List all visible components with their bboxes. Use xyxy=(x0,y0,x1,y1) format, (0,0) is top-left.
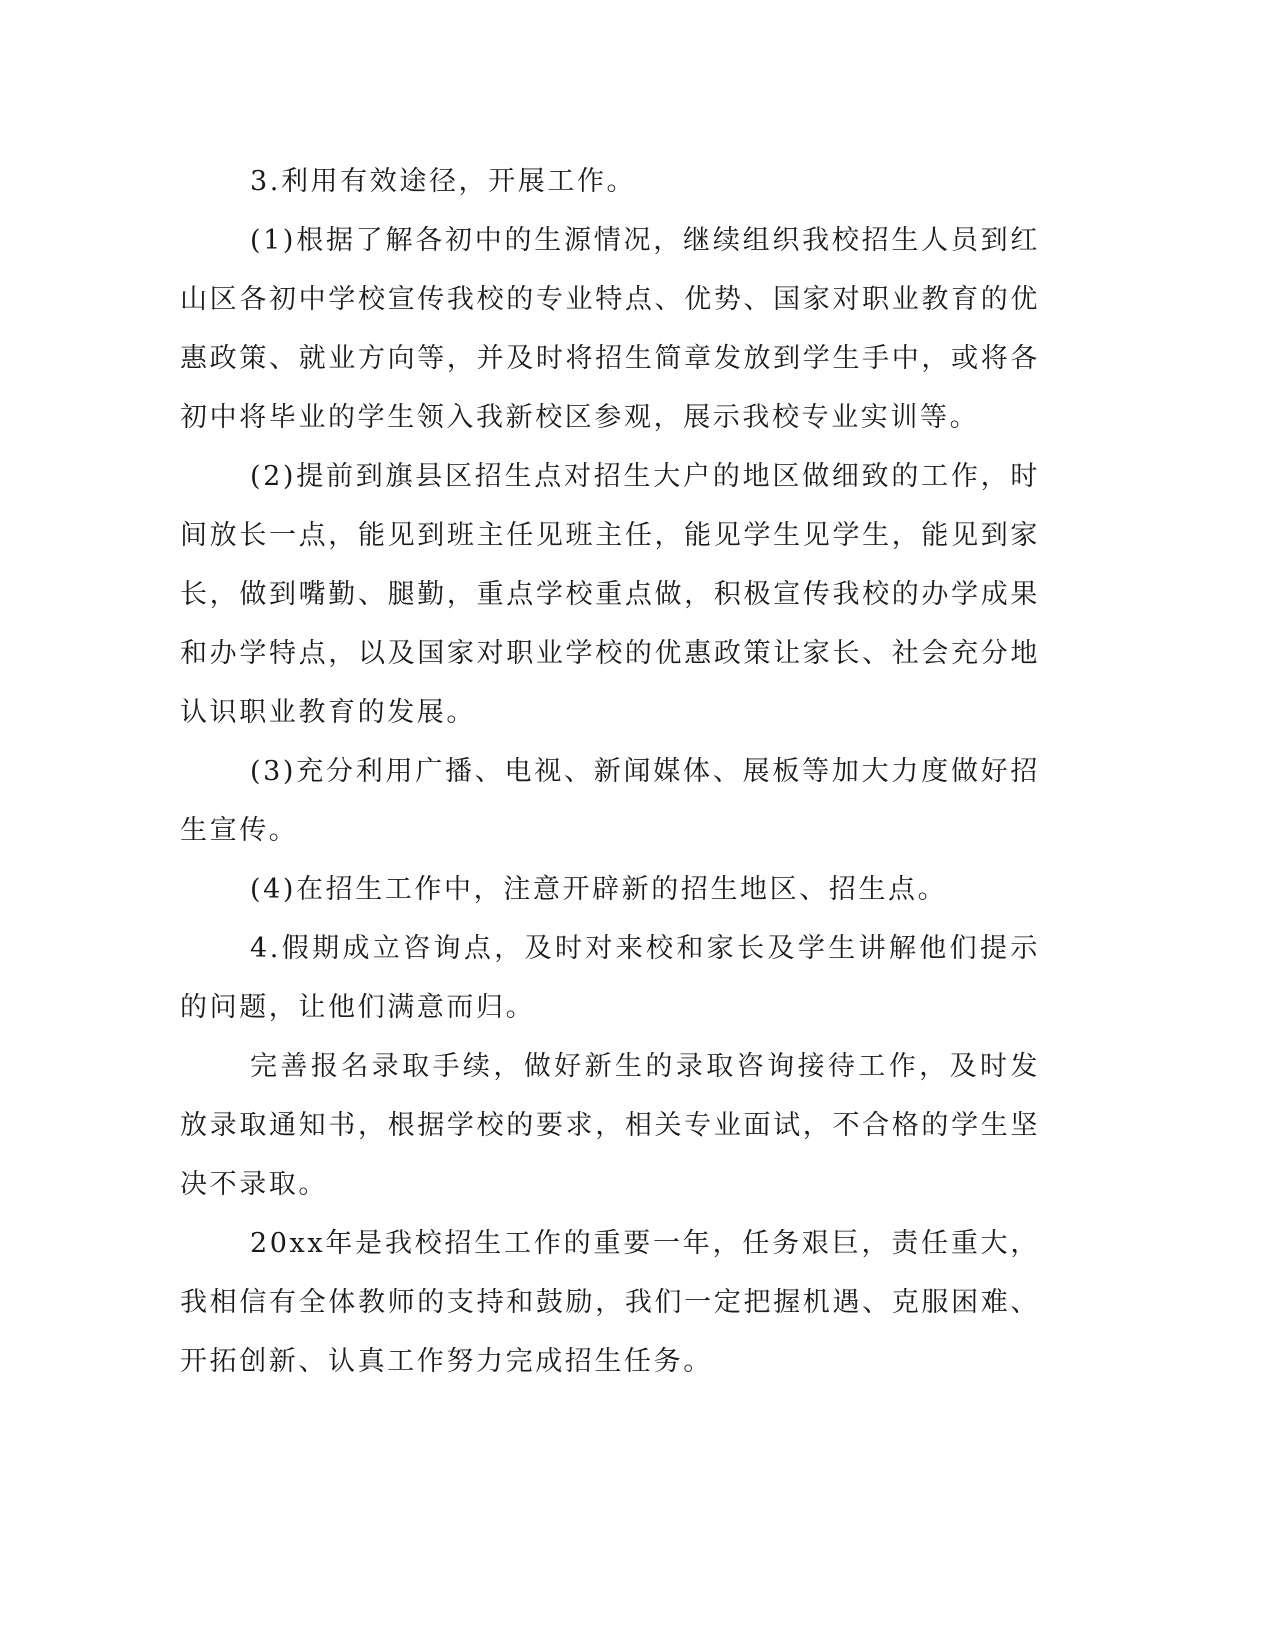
paragraph-enrollment: 完善报名录取手续，做好新生的录取咨询接待工作，及时发放录取通知书，根据学校的要求，相关专业面试，不合格的学生坚决不录取。 xyxy=(180,1051,1040,1200)
paragraph-heading-3: 3.利用有效途径，开展工作。 xyxy=(250,166,637,197)
paragraph-item-3: (3)充分利用广播、电视、新闻媒体、展板等加大力度做好招生宣传。 xyxy=(180,756,1040,846)
paragraph-item-4: (4)在招生工作中，注意开辟新的招生地区、招生点。 xyxy=(250,874,948,905)
paragraph-item-2: (2)提前到旗县区招生点对招生大户的地区做细致的工作，时间放长一点，能见到班主任见班主任，能见学生见学生，能见到家长，做到嘴勤、腿勤，重点学校重点做，积极宣传我校的办学成果和办学特点，以及国家对职业学校的优惠政策让家长、社会充分地认识职业教育的发展。 xyxy=(180,461,1040,728)
paragraph-item-1: (1)根据了解各初中的生源情况，继续组织我校招生人员到红山区各初中学校宣传我校的专业特点、优势、国家对职业教育的优惠政策、就业方向等，并及时将招生简章发放到学生手中，或将各初中将毕业的学生领入我新校区参观，展示我校专业实训等。 xyxy=(180,225,1040,433)
paragraph-conclusion: 20xx年是我校招生工作的重要一年，任务艰巨，责任重大，我相信有全体教师的支持和鼓励，我们一定把握机遇、克服困难、开拓创新、认真工作努力完成招生任务。 xyxy=(180,1228,1040,1377)
document-body xyxy=(180,152,1040,1391)
paragraph-heading-4: 4.假期成立咨询点，及时对来校和家长及学生讲解他们提示的问题，让他们满意而归。 xyxy=(180,933,1040,1023)
